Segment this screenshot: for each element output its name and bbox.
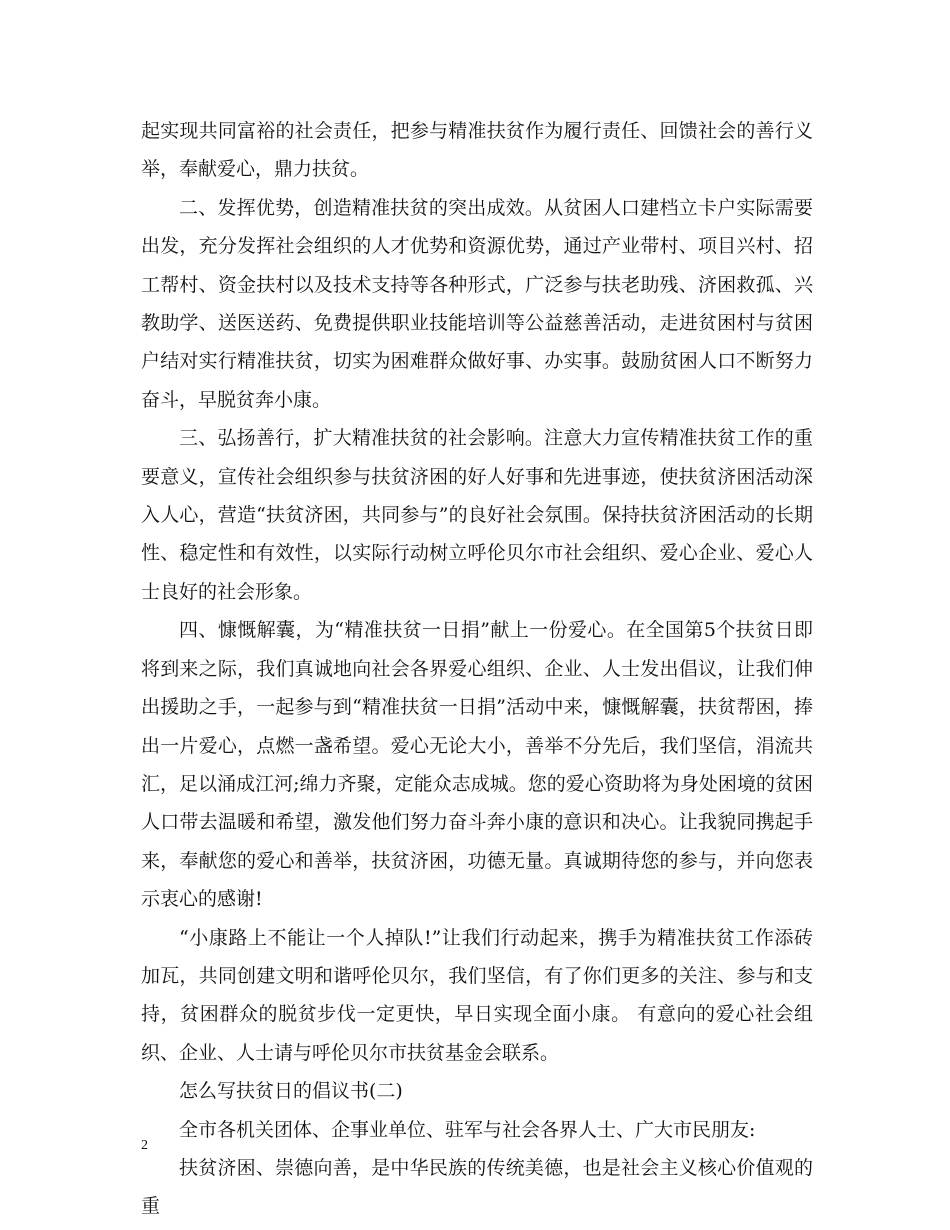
paragraph-closing-call: “小康路上不能让一个人掉队!”让我们行动起来，携手为精准扶贫工作添砖加瓦，共同创建文明和谐呼伦贝尔，我们坚信，有了你们更多的关注、参与和支持，贫困群众的脱贫步伐一定更快，早日实现全面小康。 有意向的爱心社会组织、企业、人士请与呼伦贝尔市扶贫基金会联系。 xyxy=(141,926,813,1064)
paragraph-point-four: 四、慷慨解囊，为“精准扶贫一日捐”献上一份爱心。在全国第5个扶贫日即将到来之际，我们真诚地向社会各界爱心组织、企业、人士发出倡议，让我们伸出援助之手，一起参与到“精准扶贫一日捐”活动中来，慷慨解囊，扶贫帮困，捧出一片爱心，点燃一盏希望。爱心无论大小，善举不分先后，我们坚信，涓流共汇，足以涌成江河;绵力齐聚，定能众志成城。您的爱心资助将为身处困境的贫困人口带去温暖和希望，激发他们努力奋斗奔小康的意识和决心。让我貌同携起手来，奉献您的爱心和善举，扶贫济困，功德无量。真诚期待您的参与，并向您表示衷心的感谢! xyxy=(141,619,813,911)
paragraph-continuation: 起实现共同富裕的社会责任，把参与精准扶贫作为履行责任、回馈社会的善行义举，奉献爱心，鼎力扶贫。 xyxy=(141,120,813,181)
page-number: 2 xyxy=(141,1138,148,1153)
document-body xyxy=(141,112,813,1226)
paragraph-point-two: 二、发挥优势，创造精准扶贫的突出成效。从贫困人口建档立卡户实际需要出发，充分发挥社会组织的人才优势和资源优势，通过产业带村、项目兴村、招工帮村、资金扶村以及技术支持等各种形式，广泛参与扶老助残、济困救孤、兴教助学、送医送药、免费提供职业技能培训等公益慈善活动，走进贫困村与贫困户结对实行精准扶贫，切实为困难群众做好事、办实事。鼓励贫困人口不断努力奋斗，早脱贫奔小康。 xyxy=(141,196,813,411)
salutation: 全市各机关团体、企事业单位、驻军与社会各界人士、广大市民朋友: xyxy=(179,1118,756,1141)
section-heading: 怎么写扶贫日的倡议书(二) xyxy=(179,1080,403,1103)
paragraph-opening: 扶贫济困、崇德向善，是中华民族的传统美德，也是社会主义核心价值观的重 xyxy=(141,1156,813,1218)
paragraph-point-three: 三、弘扬善行，扩大精准扶贫的社会影响。注意大力宣传精准扶贫工作的重要意义，宣传社会组织参与扶贫济困的好人好事和先进事迹，使扶贫济困活动深入人心，营造“扶贫济困，共同参与”的良好社会氛围。保持扶贫济困活动的长期性、稳定性和有效性，以实际行动树立呼伦贝尔市社会组织、爱心企业、爱心人士良好的社会形象。 xyxy=(141,427,813,603)
